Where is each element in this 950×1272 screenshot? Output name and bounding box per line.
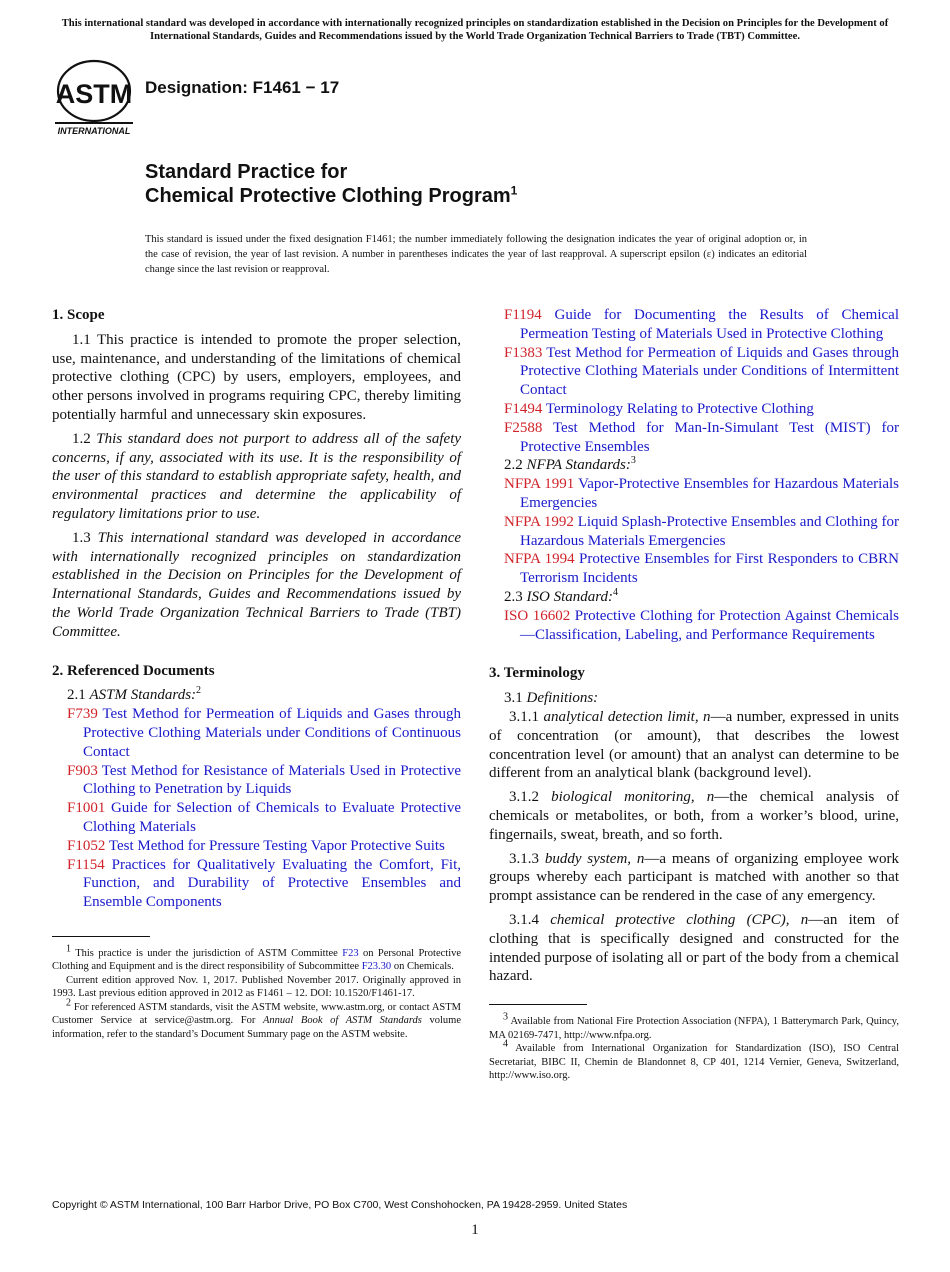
def-num: 3.1 [504, 690, 523, 707]
intro-paragraph: This standard is issued under the fixed designation F1461; the number immediately following the designation indicates the year of original adoption or, in the case of revision, the year of last revision. A number in parentheses indicates the year of last reapproval. A superscript epsilon (ε) indicates an editorial change since the last revision or reapproval. [145, 234, 807, 275]
reference-code-link[interactable]: NFPA 1991 [504, 476, 575, 493]
reference-title-link[interactable]: Test Method for Man-In-Simulant Test (MIST) for Protective Ensembles [520, 419, 899, 455]
definition-term: buddy system, n [544, 850, 645, 867]
terminology-heading: 3. Terminology [489, 665, 585, 682]
astm-num: 2.1 [67, 687, 86, 704]
footnote-rule [52, 936, 150, 937]
definition-num: 3.1.4 [509, 911, 539, 928]
reference-code-link[interactable]: F2588 [504, 419, 543, 436]
fn4-num: 4 [503, 1038, 508, 1050]
reference-item [489, 475, 899, 513]
title-footnote-marker: 1 [510, 183, 518, 198]
scope-heading: 1. Scope [52, 307, 105, 323]
reference-item [52, 856, 461, 912]
fn4-text: Available from International Organization for Standardization (ISO), ISO Central Secretariat, BIBC II, Chemin de Blandonnet 8, CP 401, 1214 Vernier, Geneva, Switzerland, http://www.iso.org. [489, 1043, 900, 1082]
reference-title-link[interactable]: Terminology Relating to Protective Clothing [545, 400, 814, 417]
definition-text: —an item of clothing that is specifically designed and constructed for the intended purpose of isolating all or part of the body from a chemical hazard. [489, 911, 899, 985]
fn2-b: volume information, refer to the standard’s Document Summary page on the ASTM website. [52, 1015, 461, 1040]
footnote-1 [52, 943, 462, 974]
reference-item [489, 607, 899, 645]
page-title [145, 160, 517, 208]
definition-item [489, 788, 899, 844]
definition-term: biological monitoring, n [551, 789, 715, 806]
reference-title-link[interactable]: Test Method for Permeation of Liquids and Gases through Protective Clothing Materials under Conditions of Intermittent Contact [520, 344, 900, 399]
subcommittee-link[interactable]: F23.30 [361, 961, 392, 973]
nfpa-standards-label [489, 456, 899, 475]
footnotes-right [489, 1011, 900, 1083]
fn3-num: 3 [503, 1011, 508, 1023]
logo-subtext: INTERNATIONAL [57, 126, 131, 136]
reference-code-link[interactable]: F1001 [67, 800, 106, 817]
definition-item [489, 911, 899, 986]
reference-item [52, 762, 461, 800]
iso-label: ISO Standard: [526, 588, 614, 605]
nfpa-num: 2.2 [504, 457, 523, 474]
scope-1-2 [52, 430, 461, 524]
definitions-label [489, 689, 899, 708]
astm-standards-label [52, 686, 461, 705]
def-label: Definitions: [526, 690, 599, 707]
fn1-b: on Personal Protective Clothing and Equipment and is the direct responsibility of Subcommittee [52, 947, 462, 973]
fn2-a: For referenced ASTM standards, visit the ASTM website, www.astm.org, or contact ASTM Customer Service at service@astm.org. For [52, 1001, 461, 1027]
definitions-list [489, 708, 899, 986]
scope-1-2-text: This standard does not purport to address all of the safety concerns, if any, associated with its use. It is the responsibility of the user of this standard to establish appropriate safety, health, and environmental practices and determine the applicability of regulatory limitations prior to use. [52, 430, 462, 522]
reference-item [52, 705, 461, 761]
astm-list-right [489, 306, 899, 456]
reference-code-link[interactable]: F1052 [67, 837, 106, 854]
reference-code-link[interactable]: F1194 [504, 307, 542, 323]
edition-note: Current edition approved Nov. 1, 2017. Published November 2017. Originally approved in 1993. Last previous edition approved in 2012 as F1461 – 12. DOI: 10.1520/F1461-17. [52, 974, 461, 1000]
reference-title-link[interactable]: Vapor-Protective Ensembles for Hazardous Materials Emergencies [520, 476, 899, 511]
committee-link[interactable]: F23 [342, 947, 359, 959]
fn2-num: 2 [66, 997, 71, 1009]
reference-item [489, 306, 899, 344]
astm-label: ASTM Standards: [89, 687, 197, 704]
reference-title-link[interactable]: Test Method for Resistance of Materials Used in Protective Clothing to Penetration by Liquids [83, 762, 462, 798]
definition-text: —a means of organizing employee work groups whereby each participant is matched with another so that prompt assistance can be rendered in the case of any emergency. [489, 850, 900, 905]
definition-num: 3.1.3 [509, 850, 539, 867]
reference-item [52, 799, 461, 837]
reference-item [489, 419, 899, 457]
fn3-text: Available from National Fire Protection Association (NFPA), 1 Batterymarch Park, Quincy, MA 02169-7471, http://www.nfpa.org. [489, 1016, 899, 1041]
copyright: Copyright © ASTM International, 100 Barr Harbor Drive, PO Box C700, West Conshohocken, PA 19428-2959. United States [52, 1199, 628, 1211]
reference-title-link[interactable]: Liquid Splash-Protective Ensembles and Clothing for Hazardous Materials Emergencies [520, 513, 899, 549]
reference-title-link[interactable]: Protective Clothing for Protection Against Chemicals—Classification, Labeling, and Performance Requirements [520, 607, 899, 643]
iso-sup: 4 [613, 586, 619, 598]
footnote-2 [52, 997, 461, 1042]
referenced-heading: 2. Referenced Documents [52, 662, 215, 679]
reference-code-link[interactable]: F903 [67, 762, 98, 779]
title-line-2 [145, 184, 517, 208]
footnote-4 [489, 1038, 900, 1083]
logo-rule [55, 122, 133, 124]
reference-title-link[interactable]: Test Method for Pressure Testing Vapor Protective Suits [108, 837, 445, 854]
fn1-c: on Chemicals. [393, 961, 454, 973]
reference-code-link[interactable]: ISO 16602 [504, 607, 571, 624]
iso-list [489, 607, 899, 645]
reference-title-link[interactable]: Guide for Documenting the Results of Chemical Permeation Testing of Materials Used in Protective Clothing [520, 307, 899, 342]
iso-standard-label [489, 588, 899, 607]
reference-title-link[interactable]: Test Method for Permeation of Liquids and Gases through Protective Clothing Materials under Conditions of Continuous Contact [83, 706, 462, 760]
reference-code-link[interactable]: NFPA 1994 [504, 551, 575, 568]
definition-text: —a number, expressed in units of concentration (or amount), that describes the lowest concentration level (or amount) that an analyst can determine to be different from an analytical blank (background level). [489, 708, 900, 782]
page-number: 1 [471, 1222, 479, 1238]
nfpa-label: NFPA Standards: [526, 457, 631, 474]
designation: Designation: F1461 − 17 [145, 78, 340, 97]
reference-code-link[interactable]: NFPA 1992 [504, 513, 574, 530]
nfpa-list [489, 475, 899, 588]
reference-code-link[interactable]: F1383 [504, 344, 543, 361]
standard-notice: This international standard was developed in accordance with internationally recognized principles on standardization established in the Decision on Principles for the Development of International Standards, Guides and Recommendations issued by the World Trade Organization Technical Barriers to Trade (TBT) Committee. [61, 18, 889, 42]
reference-item [489, 513, 899, 551]
logo-text: ASTM [55, 79, 133, 109]
fn1-a: This practice is under the jurisdiction of ASTM Committee [75, 947, 338, 959]
reference-code-link[interactable]: F739 [67, 706, 98, 723]
reference-item [489, 400, 899, 419]
astm-list-left [52, 705, 461, 912]
scope-1-2-num: 1.2 [72, 430, 91, 447]
fn1-num: 1 [66, 943, 71, 955]
footnotes-left [52, 943, 462, 1042]
reference-title-link[interactable]: Guide for Selection of Chemicals to Evaluate Protective Clothing Materials [83, 800, 462, 835]
scope-1-3-text: This international standard was developed in accordance with internationally recognized principles on standardization established in the Decision on Principles for the Development of International Standards, Guides and Recommendations issued by the World Trade Organization Technical Barriers to Trade (TBT) Committee. [52, 529, 462, 640]
reference-item [489, 550, 899, 588]
astm-logo [52, 57, 136, 137]
astm-sup: 2 [196, 685, 202, 697]
nfpa-sup: 3 [630, 455, 636, 467]
title-text: Chemical Protective Clothing Program [145, 185, 511, 207]
definition-term: chemical protective clothing (CPC), n [550, 911, 809, 928]
fn2-italic: Annual Book of ASTM Standards [262, 1015, 422, 1027]
definition-item [489, 708, 899, 783]
scope-1-3-num: 1.3 [72, 529, 91, 546]
definition-term: analytical detection limit, n [543, 708, 711, 725]
footnote-rule-right [489, 1004, 587, 1005]
definition-num: 3.1.1 [509, 708, 539, 725]
scope-1-1: 1.1 This practice is intended to promote the proper selection, use, maintenance, and understanding of the limitations of chemical protective clothing (CPC) by users, employers, employees, and other persons involved in programs requiring CPC, thereby limiting potentially harmful and unnecessary skin exposures. [52, 331, 461, 423]
left-column [52, 306, 461, 1041]
reference-code-link[interactable]: F1154 [67, 856, 105, 873]
right-column [489, 306, 899, 1083]
reference-code-link[interactable]: F1494 [504, 400, 543, 417]
reference-item [489, 344, 899, 400]
reference-title-link[interactable]: Practices for Qualitatively Evaluating the Comfort, Fit, Function, and Durability of Protective Ensembles and Ensemble Components [83, 856, 461, 911]
scope-1-3 [52, 529, 461, 642]
reference-title-link[interactable]: Protective Ensembles for First Responders to CBRN Terrorism Incidents [520, 551, 900, 587]
title-line-1: Standard Practice for [145, 161, 348, 183]
footnote-3 [489, 1011, 899, 1042]
definition-num: 3.1.2 [509, 789, 539, 806]
reference-item [52, 837, 461, 856]
definition-item [489, 850, 899, 906]
definition-text: —the chemical analysis of chemicals or metabolites, or both, from a worker’s blood, urine, fingernails, sweat, breath, and so forth. [489, 789, 900, 843]
iso-num: 2.3 [504, 588, 523, 605]
